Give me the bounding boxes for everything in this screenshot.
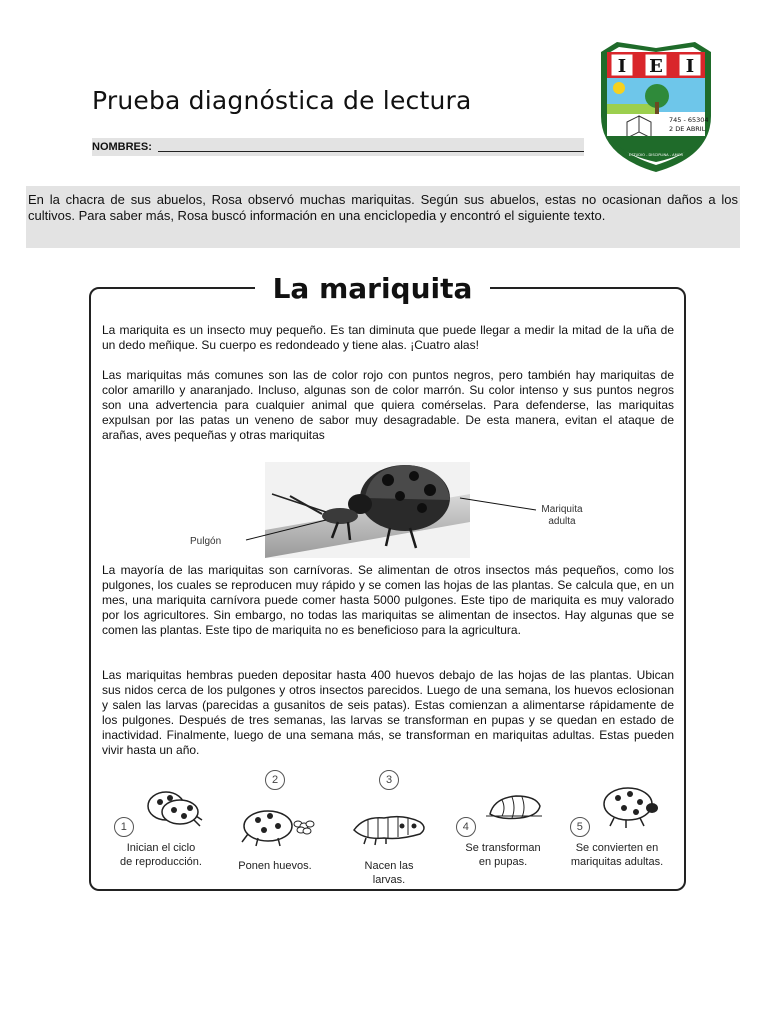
ladybug-figure <box>160 456 600 564</box>
adult-ladybug-label-line2: adulta <box>548 516 576 527</box>
cycle-caption-line1: Se transforman <box>465 842 541 854</box>
cycle-step-number: 5 <box>570 817 590 837</box>
cycle-caption-line2: mariquitas adultas. <box>570 856 664 868</box>
cycle-caption-line2: larvas. <box>372 874 406 886</box>
adult-ladybug-label-line1: Mariquita <box>541 504 583 515</box>
article-paragraph-3: La mayoría de las mariquitas son carnívoras. Se alimentan de otros insectos más pequeños, como los pulgones, los cuales se reproducen muy rápido y se comen las hojas de las plantas. Se calcula que, en un mes, una mariquita carnívora puede comer hasta 5000 pulgones. Este tipo de mariquita es muy valorado por los agricultores. Sin embargo, no todas las mariquitas se alimentan de insectos. Hay algunas que se comen las plantas. Este tipo de mariquita no es beneficioso para la agricultura. <box>102 563 674 637</box>
cycle-step-1 <box>104 770 218 869</box>
adult-ladybug-label <box>532 504 592 528</box>
crest-school-name: 2 DE ABRIL <box>669 125 706 133</box>
cycle-step-3 <box>332 770 446 887</box>
cycle-caption-line1: Se convierten en <box>575 842 659 854</box>
cycle-step-5 <box>560 770 674 869</box>
article-paragraph-4: Las mariquitas hembras pueden depositar hasta 400 huevos debajo de las hojas de las plantas. Ubican sus nidos cerca de los pulgones y otros insectos parecidos. Luego de una semana, los huevos eclosionan y salen las larvas (parecidas a gusanitos de seis patas). Estas comienzan a alimentarse rápidamente de los pulgones. Después de tres semanas, las larvas se transforman en pupas y se quedan en estado de inactividad. Finalmente, luego de una semana más, se transforman en mariquitas adultas. Estas pueden vivir hasta un año. <box>102 668 674 757</box>
ladybug-pair-icon <box>138 776 208 830</box>
cycle-caption-line1: Inician el ciclo <box>126 842 196 854</box>
crest-letter-3: I <box>685 56 695 77</box>
pupa-icon <box>480 776 550 830</box>
aphid-label: Pulgón <box>190 536 222 547</box>
school-crest-logo <box>597 38 715 174</box>
cycle-caption-line2: en pupas. <box>478 856 528 868</box>
names-line <box>158 151 584 152</box>
life-cycle-diagram <box>104 770 674 890</box>
names-field[interactable] <box>92 138 584 156</box>
cycle-step-number: 3 <box>379 770 399 790</box>
cycle-caption-line1: Ponen huevos. <box>238 860 312 872</box>
cycle-caption-line2: de reproducción. <box>120 856 202 868</box>
crest-letter-2: E <box>649 56 663 77</box>
cycle-step-number: 2 <box>265 770 285 790</box>
adult-ladybug-icon <box>594 776 664 830</box>
crest-letter-1: I <box>617 56 627 77</box>
cycle-step-4 <box>446 770 560 869</box>
article-title: La mariquita <box>255 271 490 307</box>
page-title: Prueba diagnóstica de lectura <box>92 86 472 115</box>
crest-phone: 745 - 65304 <box>669 116 709 124</box>
names-label: NOMBRES: <box>92 141 152 153</box>
article-paragraph-1: La mariquita es un insecto muy pequeño. Es tan diminuta que puede llegar a medir la mitad de la uña de un dedo meñique. Su cuerpo es redondeado y tiene alas. ¡Cuatro alas! <box>102 323 674 352</box>
cycle-step-number: 4 <box>456 817 476 837</box>
cycle-step-2 <box>218 770 332 873</box>
cycle-step-number: 1 <box>114 817 134 837</box>
larva-icon <box>344 796 434 850</box>
intro-paragraph: En la chacra de sus abuelos, Rosa observó muchas mariquitas. Según sus abuelos, estas no ocasionan daños a los cultivos. Para saber más, Rosa buscó información en una enciclopedia y encontró el siguiente texto. <box>26 186 740 248</box>
article-paragraph-2: Las mariquitas más comunes son las de color rojo con puntos negros, pero también hay mariquitas de color amarillo y anaranjado. Incluso, algunas son de color marrón. Su color intenso y sus puntos negros son una advertencia para cualquier animal que quiera comérselas. Para defenderse, las mariquitas expulsan por las patas un veneno de sabor muy desagradable. De esta manera, evitan el ataque de arañas, aves pequeñas y otras mariquitas <box>102 368 674 442</box>
crest-motto: ESTUDIO - DISCIPLINA - AMOR <box>628 153 684 157</box>
cycle-caption-line1: Nacen las <box>364 860 414 872</box>
ladybug-eggs-icon <box>230 796 320 850</box>
